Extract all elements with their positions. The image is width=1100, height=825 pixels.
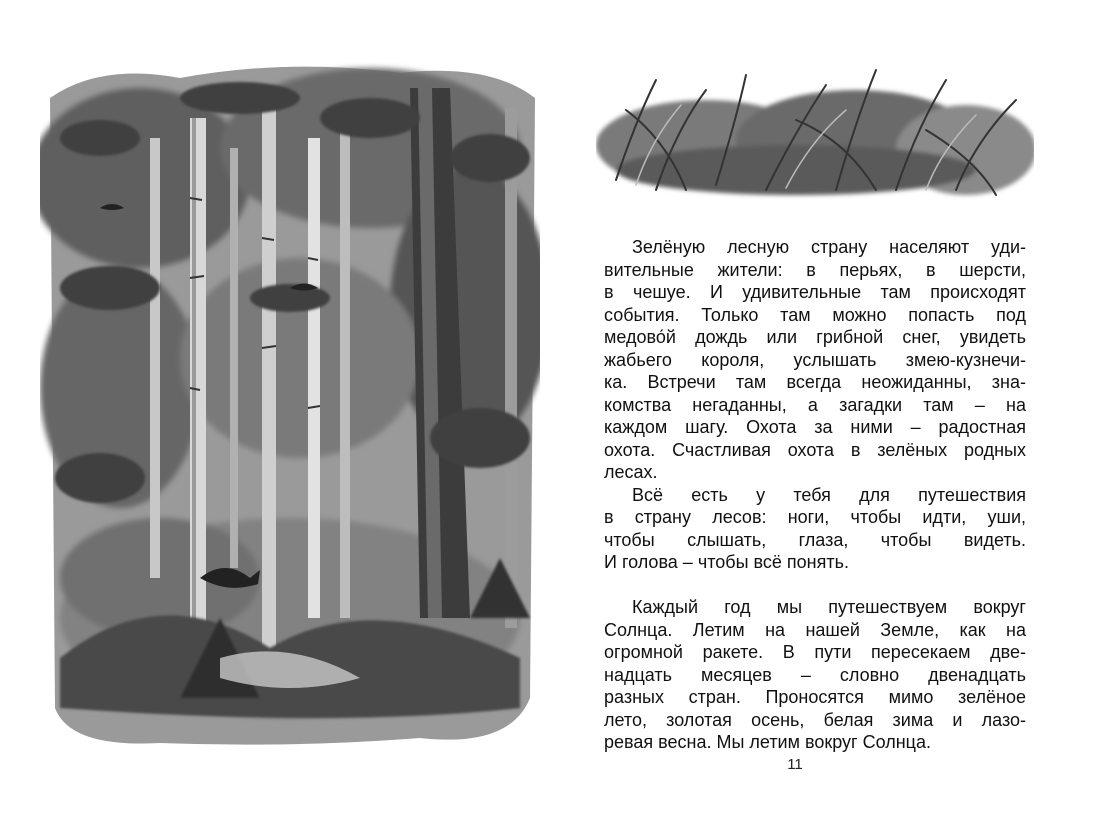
paragraph-gap	[604, 574, 1026, 597]
text-line: каждом шагу. Охота за ними – радостная	[604, 417, 1026, 437]
body-text	[604, 236, 1026, 754]
text-line: события. Только там можно попасть под	[604, 304, 1026, 325]
text-line: разных стран. Проносятся мимо зелёное	[604, 687, 1026, 707]
text-line: ка. Встречи там всегда неожиданны, зна-	[604, 372, 1026, 392]
text-line: Зелёную лесную страну населяют уди-	[632, 237, 1026, 257]
text-line: лето, золотая осень, белая зима и лазо-	[604, 709, 1026, 730]
text-line: Солнца. Летим на нашей Земле, как на	[604, 619, 1026, 640]
text-line: Всё есть у тебя для путешествия	[632, 484, 1026, 505]
text-line: в чешуе. И удивительные там происходят	[604, 282, 1026, 302]
text-line: надцать месяцев – словно двенадцать	[604, 664, 1026, 685]
text-line: ревая весна. Мы летим вокруг Солнца.	[604, 732, 931, 752]
text-line: огромной ракете. В пути пересекаем две-	[604, 642, 1026, 662]
text-line: чтобы слышать, глаза, чтобы видеть.	[604, 529, 1026, 550]
text-line: вительные жители: в перьях, в шерсти,	[604, 259, 1026, 280]
text-line: жабьего короля, услышать змею-кузнечи-	[604, 349, 1026, 370]
text-line: И голова – чтобы всё понять.	[604, 552, 849, 572]
grass-illustration	[596, 60, 1034, 222]
forest-illustration	[40, 58, 540, 748]
text-line: медово́й дождь или грибной снег, увидеть	[604, 327, 1026, 347]
page-number-row	[0, 756, 1100, 773]
text-line: в страну лесов: ноги, чтобы идти, уши,	[604, 507, 1026, 527]
text-line: комства негаданны, а загадки там – на	[604, 394, 1026, 415]
text-line: охота. Счастливая охота в зелёных родных	[604, 439, 1026, 460]
text-line: Каждый год мы путешествуем вокруг	[632, 597, 1026, 617]
text-line: лесах.	[604, 462, 658, 482]
page-number: 11	[787, 756, 803, 773]
